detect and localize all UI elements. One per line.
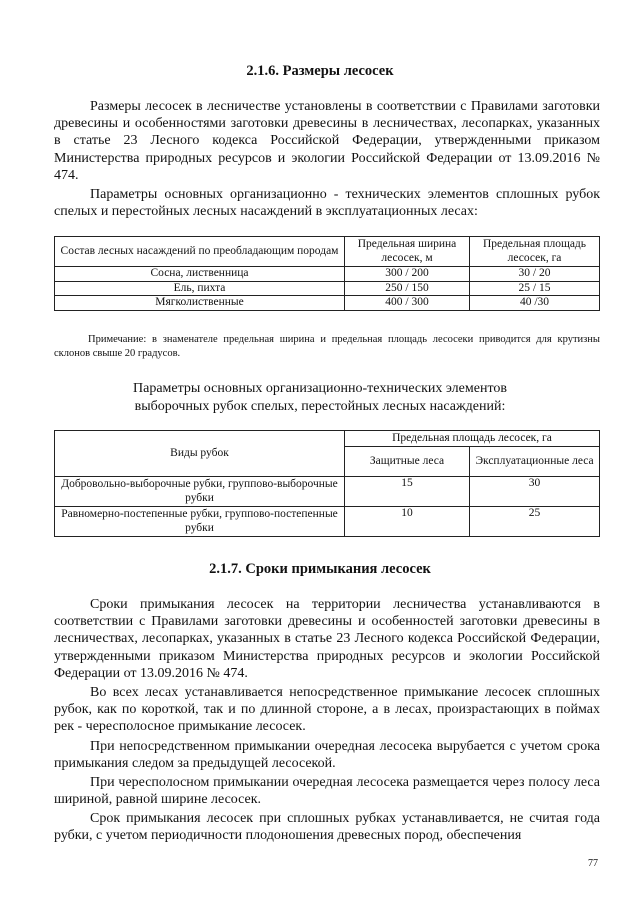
col-header-area: Предельная площадь лесосек, га [470, 237, 600, 267]
table-cell: 30 [470, 477, 600, 507]
page-number: 77 [588, 858, 598, 869]
table-selective-cutting [54, 430, 600, 537]
paragraph-strip-adjacency: При чересполосном примыкании очередная лесосека размещается через полосу леса шириной, равной ширине лесосек. [54, 775, 600, 808]
section-heading-lesosek-sizes: 2.1.6. Размеры лесосек [246, 63, 394, 79]
table-header-row [55, 237, 600, 267]
table-cell: 15 [345, 477, 470, 507]
table-cell: 30 / 20 [470, 267, 600, 282]
col-header-width: Предельная ширина лесосек, м [345, 237, 470, 267]
table-cell: 10 [345, 507, 470, 537]
table-clear-cutting [54, 236, 600, 311]
table-cell: Равномерно-постепенные рубки, группово-постепенные рубки [55, 507, 345, 537]
table-cell: 300 / 200 [345, 267, 470, 282]
table-row [55, 477, 600, 507]
table-cell: Сосна, лиственница [55, 267, 345, 282]
col-header-cutting-type: Виды рубок [55, 431, 345, 477]
table-note: Примечание: в знаменателе предельная ширина и предельная площадь лесосеки приводится для крутизны склонов свыше 20 градусов. [54, 334, 600, 359]
table-row [55, 507, 600, 537]
col-header-protective: Защитные леса [345, 447, 470, 477]
table-cell: 25 [470, 507, 600, 537]
col-header-operational: Эксплуатационные леса [470, 447, 600, 477]
paragraph-intro: Размеры лесосек в лесничестве установлены в соответствии с Правилами заготовки древесины и особенностями заготовки древесины в лесничествах, лесопарках, указанных в статье 23 Лесного кодекса Российской Федерации, утвержденными приказом Министерства природных ресурсов и экологии Российской Федерации от 13.09.2016 № 474. [54, 99, 600, 183]
table-cell: Добровольно-выборочные рубки, группово-выборочные рубки [55, 477, 345, 507]
table-row [55, 296, 600, 311]
table-cell: 400 / 300 [345, 296, 470, 311]
table-cell: Ель, пихта [55, 281, 345, 296]
paragraph-parameters: Параметры основных организационно - технических элементов сплошных рубок спелых и перестойных лесных насаждений в эксплуатационных лесах: [54, 187, 600, 220]
table-cell: 250 / 150 [345, 281, 470, 296]
col-header-group-area: Предельная площадь лесосек, га [345, 431, 600, 447]
table2-title: Параметры основных организационно-технических элементов выборочных рубок спелых, перестойных лесных насаждений: [133, 381, 507, 414]
paragraph-adjacency-terms: Сроки примыкания лесосек на территории лесничества устанавливаются в соответствии с Правилами заготовки древесины и особенностей заготовки древесины в лесничествах, лесопарках, указанных в статье 23 Лесного кодекса Российской Федерации, утвержденными приказом Министерства природных ресурсов и экологии Российской Федерации от 13.09.2016 № 474. [54, 597, 600, 681]
table-cell: 40 /30 [470, 296, 600, 311]
table-cell: Мягколиственные [55, 296, 345, 311]
table-cell: 25 / 15 [470, 281, 600, 296]
paragraph-direct-cutting: При непосредственном примыкании очередная лесосека вырубается с учетом срока примыкания следом за предыдущей лесосекой. [54, 739, 600, 772]
section-heading-adjacency: 2.1.7. Сроки примыкания лесосек [209, 561, 431, 577]
paragraph-adjacency-period: Срок примыкания лесосек при сплошных рубках устанавливается, не считая года рубки, с учетом периодичности плодоношения древесных пород, обеспечения [54, 811, 600, 844]
table-row [55, 281, 600, 296]
table-header-row [55, 431, 600, 447]
col-header-composition: Состав лесных насаждений по преобладающим породам [55, 237, 345, 267]
paragraph-direct-adjacency: Во всех лесах устанавливается непосредственное примыкание лесосек сплошных рубок, как по короткой, так и по длинной стороне, а в лесах, произрастающих в поймах рек - чересполосное примыкание лесосек. [54, 685, 600, 735]
table-row [55, 267, 600, 282]
